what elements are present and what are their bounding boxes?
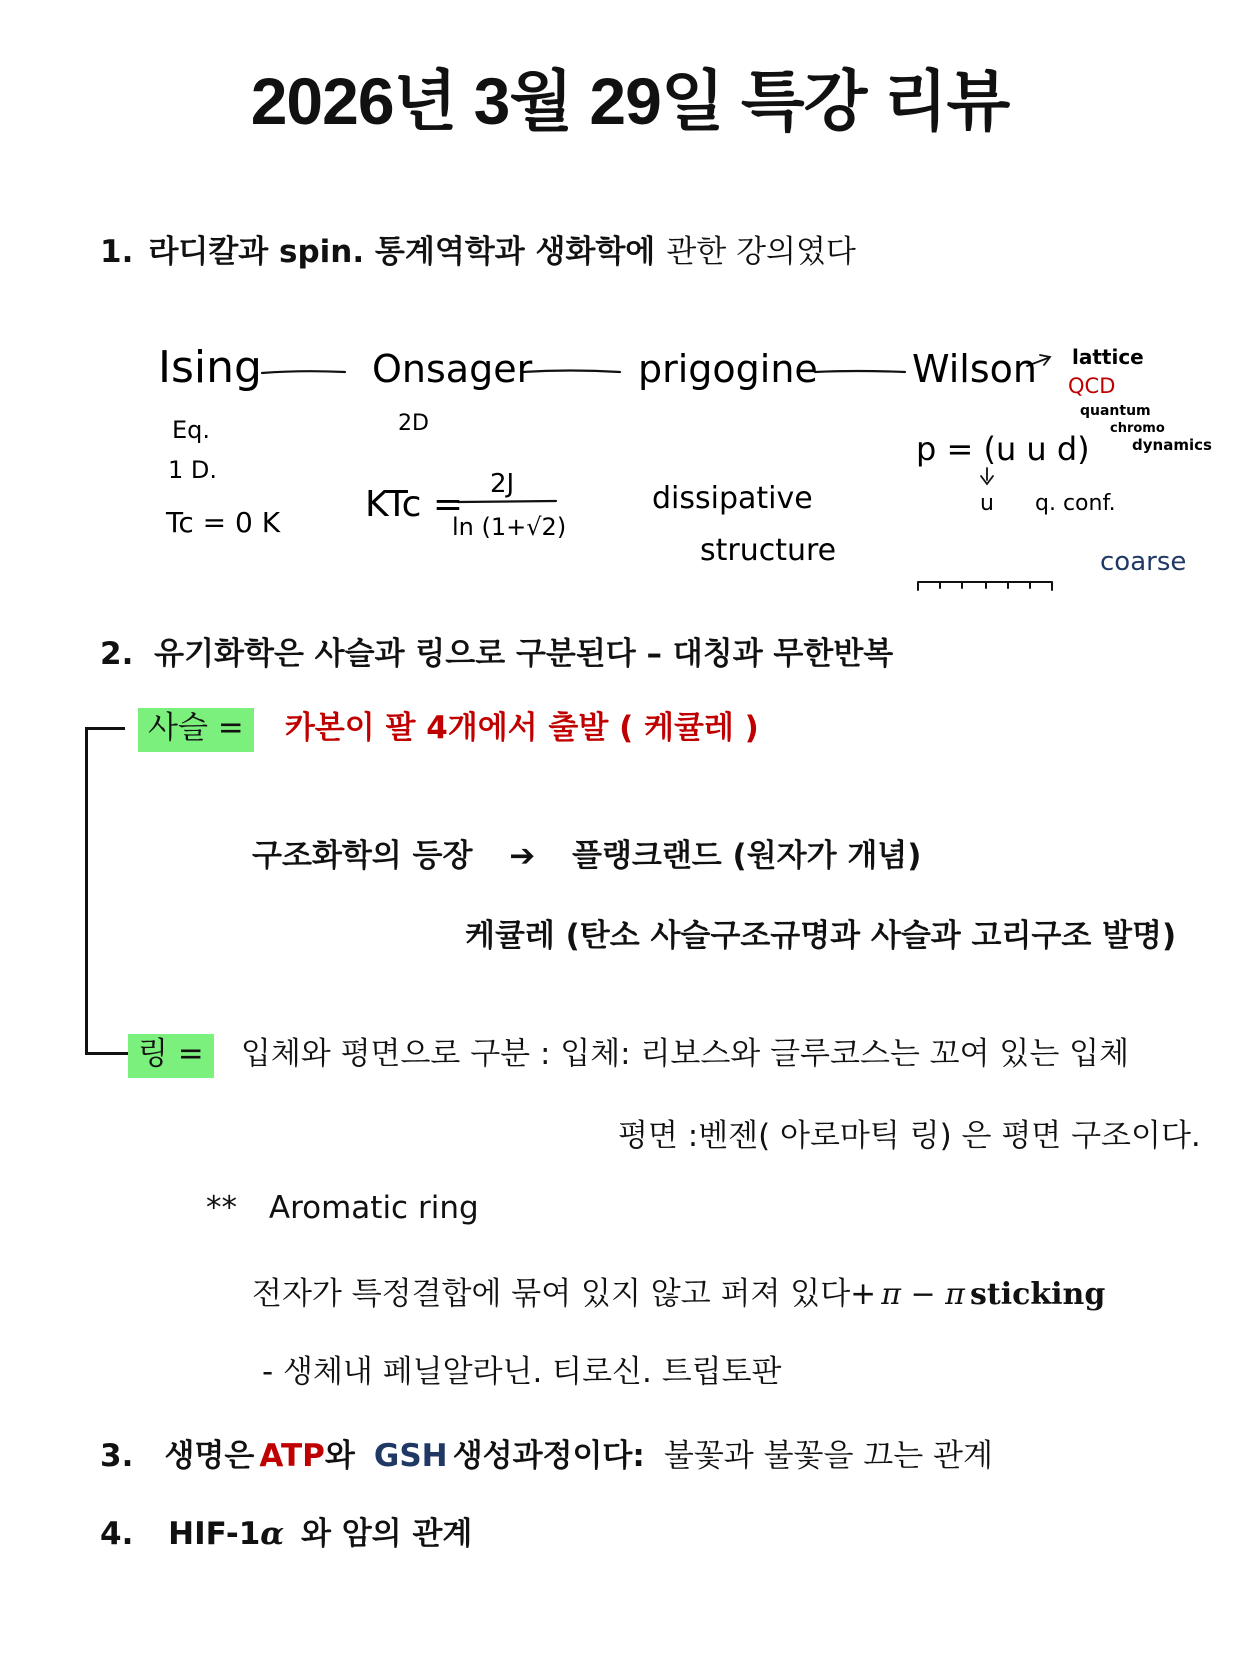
physics-sketch bbox=[0, 320, 1260, 600]
electron-row bbox=[252, 1268, 1105, 1313]
fraction-bar bbox=[458, 501, 556, 502]
ring-text: 입체와 평면으로 구분 : 입체: 리보스와 글루코스는 꼬여 있는 입체 bbox=[240, 1036, 1130, 1072]
lattice-ruler bbox=[918, 582, 1052, 590]
chain-row bbox=[138, 702, 759, 747]
sketch-prigogine: prigogine bbox=[638, 347, 818, 391]
dash-line-3 bbox=[815, 371, 905, 372]
dash-line-2 bbox=[522, 371, 620, 373]
page-title: 2026년 3월 29일 특강 리뷰 bbox=[250, 64, 1010, 138]
section-1-normal: 관한 강의였다 bbox=[666, 234, 856, 270]
section-4-rest: 와 암의 관계 bbox=[300, 1516, 473, 1552]
electron-text: 전자가 특정결합에 묶여 있지 않고 퍼져 있다+ bbox=[252, 1276, 877, 1312]
section-3-pre: 생명은 bbox=[164, 1438, 255, 1474]
biology-row: - 생체내 페닐알라닌. 티로신. 트립토판 bbox=[262, 1354, 782, 1390]
sketch-lattice: lattice bbox=[1072, 345, 1144, 369]
structural-left: 구조화학의 등장 bbox=[252, 838, 473, 874]
sketch-dissipative: dissipative bbox=[652, 481, 813, 516]
section-3-normal: 불꽃과 불꽃을 끄는 관계 bbox=[663, 1438, 993, 1474]
sketch-tc: Tc = 0 K bbox=[166, 506, 281, 539]
section-3-gsh: GSH bbox=[373, 1438, 448, 1474]
tree-bracket-top bbox=[85, 727, 125, 730]
section-1-bold: 라디칼과 spin. 통계역학과 생화학에 bbox=[148, 234, 656, 270]
tree-bracket-vertical bbox=[85, 727, 88, 1054]
sketch-1d: 1 D. bbox=[168, 456, 218, 484]
section-2-number: 2. bbox=[100, 636, 134, 672]
kekule-row: 케큘레 (탄소 사슬구조규명과 사슬과 고리구조 발명) bbox=[465, 918, 1177, 954]
sketch-onsager: Onsager bbox=[372, 347, 533, 391]
section-2-heading-text: 유기화학은 사슬과 링으로 구분된다 – 대칭과 무한반복 bbox=[154, 636, 894, 672]
sketch-wilson: Wilson bbox=[912, 347, 1037, 391]
sketch-u: u bbox=[980, 491, 994, 516]
section-3 bbox=[100, 1430, 993, 1475]
sketch-ktc: KTc = bbox=[365, 484, 464, 525]
section-1-number: 1. bbox=[100, 234, 134, 270]
section-4-alpha: α bbox=[260, 1516, 285, 1552]
planar-row: 평면 :벤젠( 아로마틱 링) 은 평면 구조이다. bbox=[618, 1118, 1201, 1154]
sticking: sticking bbox=[969, 1277, 1106, 1312]
dash-line-1 bbox=[262, 371, 345, 373]
section-3-number: 3. bbox=[100, 1438, 134, 1474]
aromatic-star: ** bbox=[206, 1190, 237, 1226]
chain-text: 카본이 팔 4개에서 출발 ( 케큘레 ) bbox=[284, 710, 759, 746]
sketch-chromo: chromo bbox=[1110, 421, 1165, 436]
sketch-ising: Ising bbox=[158, 342, 262, 393]
sketch-denominator: ln (1+√2) bbox=[452, 513, 567, 541]
section-3-post: 생성과정이다: bbox=[452, 1438, 645, 1474]
right-arrow-icon: ➔ bbox=[509, 838, 536, 874]
aromatic-heading: Aromatic ring bbox=[268, 1190, 479, 1226]
section-2-heading bbox=[100, 628, 893, 673]
section-4-hif: HIF-1 bbox=[168, 1516, 261, 1552]
ring-label: 링 = bbox=[128, 1034, 214, 1078]
section-3-wa: 와 bbox=[324, 1438, 355, 1474]
structural-right: 플랭크랜드 (원자가 개념) bbox=[572, 838, 922, 874]
sketch-2d: 2D bbox=[398, 411, 429, 436]
pi-pi: π − π bbox=[881, 1277, 965, 1312]
sketch-eq: Eq. bbox=[172, 416, 211, 444]
sketch-proton: p = (u u d) bbox=[916, 430, 1090, 468]
sketch-coarse: coarse bbox=[1100, 547, 1187, 577]
sketch-structure: structure bbox=[700, 533, 837, 568]
sketch-numerator: 2J bbox=[490, 469, 515, 499]
section-3-atp: ATP bbox=[259, 1438, 325, 1474]
ring-row bbox=[128, 1028, 1129, 1073]
structural-chem-row bbox=[252, 830, 921, 875]
sketch-dynamics: dynamics bbox=[1132, 436, 1212, 454]
sketch-qcd: QCD bbox=[1068, 374, 1116, 398]
chain-label: 사슬 = bbox=[138, 708, 254, 752]
section-4-number: 4. bbox=[100, 1516, 134, 1552]
section-4 bbox=[100, 1508, 472, 1553]
sketch-qconf: q. conf. bbox=[1035, 491, 1116, 516]
section-1 bbox=[100, 226, 856, 271]
aromatic-row bbox=[206, 1190, 479, 1226]
sketch-quantum: quantum bbox=[1080, 403, 1151, 419]
tree-bracket-bottom bbox=[85, 1052, 133, 1055]
